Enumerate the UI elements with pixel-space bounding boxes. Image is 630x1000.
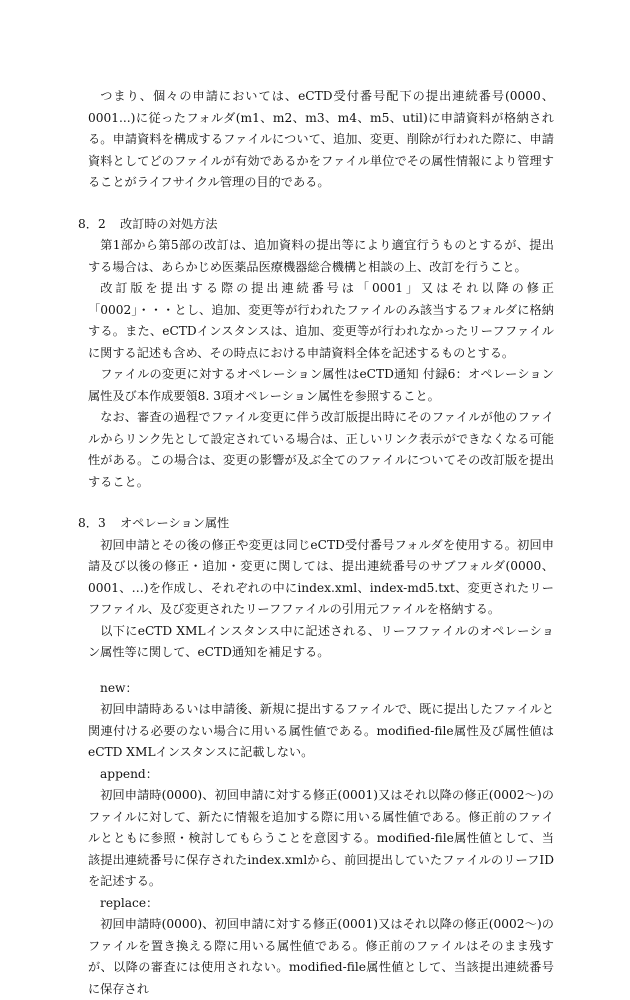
document-page xyxy=(78,86,554,1000)
section-8-2-heading xyxy=(78,214,554,236)
section-8-2-number: 8．2 xyxy=(78,216,106,231)
term-label-new: new： xyxy=(100,680,138,695)
section-8-2-paragraph: なお、審査の過程でファイル変更に伴う改訂版提出時にそのファイルが他のファイルからリンク先として設定されている場合は、正しいリンク表示ができなくなる可能性がある。この場合は、変更の影響が及ぶ全てのファイルについてその改訂版を提出すること。 xyxy=(88,410,554,489)
section-8-2-paragraph: 第1部から第5部の改訂は、追加資料の提出等により適宜行うものとするが、提出する場合は、あらかじめ医薬品医療機器総合機構と相談の上、改訂を行うこと。 xyxy=(88,238,554,274)
section-8-2-paragraph: ファイルの変更に対するオペレーション属性はeCTD通知 付録6：オペレーション属性及び本作成要領8. 3項オペレーション属性を参照すること。 xyxy=(88,367,554,403)
term-label-append: append： xyxy=(100,766,158,781)
term-desc-new: 初回申請時あるいは申請後、新規に提出するファイルで、既に提出したファイルと関連付ける必要のない場合に用いる属性値である。modified-file属性及び属性値はeCTD XMLインスタンスに記載しない。 xyxy=(88,702,554,759)
section-8-3-number: 8．3 xyxy=(78,516,106,530)
term-desc-append: 初回申請時(0000)、初回申請に対する修正(0001)又はそれ以降の修正(0002～)のファイルに対して、新たに情報を追加する際に用いる属性値である。修正前のファイルとともに参照・検討してもらうことを意図する。modified-file属性値として、当該提出連続番号に保存されたindex.xmlから、前回提出していたファイルのリーフIDを記述する。 xyxy=(88,788,554,888)
section-8-2-paragraph: 改訂版を提出する際の提出連続番号は「0001」又はそれ以降の修正「0002」・・・とし、追加、変更等が行われたファイルのみ該当するフォルダに格納する。また、eCTDインスタンスは、追加、変更等が行われなかったリーフファイルに関する記述も含め、その時点における申請資料全体を記述するものとする。 xyxy=(88,281,554,360)
term-desc-replace: 初回申請時(0000)、初回申請に対する修正(0001)又はそれ以降の修正(0002～)のファイルを置き換える際に用いる属性値である。修正前のファイルはそのまま残すが、以降の審査には使用されない。modified-file属性値として、当該提出連続番号に保存され xyxy=(88,917,554,996)
section-8-3-paragraph: 以下にeCTD XMLインスタンス中に記述される、リーフファイルのオペレーション属性等に関して、eCTD通知を補足する。 xyxy=(88,623,554,659)
term-label-replace: replace： xyxy=(100,895,159,910)
section-8-3-title: オペレーション属性 xyxy=(120,516,230,530)
section-8-3-heading xyxy=(78,513,554,535)
section-8-3-paragraph: 初回申請とその後の修正や変更は同じeCTD受付番号フォルダを使用する。初回申請及び以後の修正・追加・変更に関しては、提出連続番号のサブフォルダ(0000、0001、…)を作成し、それぞれの中にindex.xml、index-md5.txt、変更されたリーフファイル、及び変更されたリーフファイルの引用元ファイルを格納する。 xyxy=(88,537,554,616)
section-8-2-title: 改訂時の対処方法 xyxy=(120,216,218,231)
intro-paragraph: つまり、個々の申請においては、eCTD受付番号配下の提出連続番号(0000、0001...)に従ったフォルダ(m1、m2、m3、m4、m5、util)に申請資料が格納される。申請資料を構成するファイルについて、追加、変更、削除が行われた際に、申請資料としてどのファイルが有効であるかをファイル単位でその属性情報により管理することがライフサイクル管理の目的である。 xyxy=(88,89,554,189)
